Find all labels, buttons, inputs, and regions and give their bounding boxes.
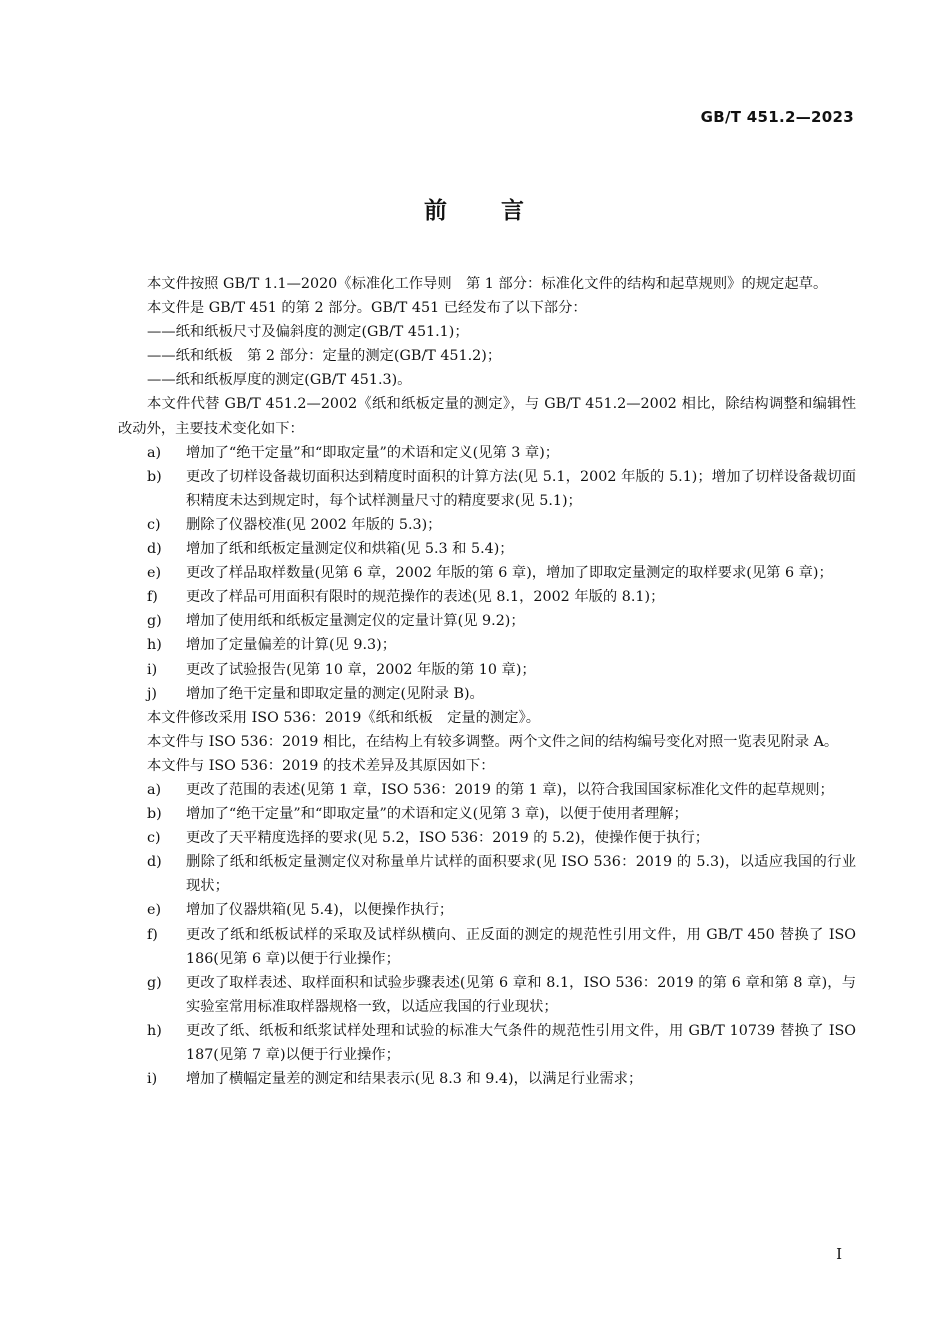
list-item: ——纸和纸板 第 2 部分：定量的测定(GB/T 451.2)； (147, 348, 502, 365)
paragraph-structure: 本文件与 ISO 536：2019 相比，在结构上有较多调整。两个文件之间的结构编号变化对照一览表见附录 A。 (147, 733, 839, 750)
list-item: a) 增加了“绝干定量”和“即取定量”的术语和定义(见第 3 章)； (147, 444, 560, 461)
list-item: h) 更改了纸、纸板和纸浆试样处理和试验的标准大气条件的规范性引用文件，用 GB/T 10739 替换了 ISO 187(见第 7 章)以便于行业操作； (147, 1022, 856, 1063)
paragraph-drafting-rules: 本文件按照 GB/T 1.1—2020《标准化工作导则 第 1 部分：标准化文件的结构和起草规则》的规定起草。 (147, 276, 828, 292)
list-item: d) 删除了纸和纸板定量测定仪对称量单片试样的面积要求(见 ISO 536：2019 的 5.3)，以适应我国的行业现状； (147, 854, 856, 895)
paragraph-iso-adoption: 本文件修改采用 ISO 536：2019《纸和纸板 定量的测定》。 (147, 709, 541, 726)
page-number: I (836, 1245, 842, 1263)
list-item: i) 更改了试验报告(见第 10 章，2002 年版的第 10 章)； (147, 661, 536, 678)
list-item: a) 更改了范围的表述(见第 1 章，ISO 536：2019 的第 1 章)，以符合我国国家标准化文件的起草规则； (147, 781, 834, 798)
title-char-2: 言 (501, 198, 526, 224)
list-item: f) 更改了纸和纸板试样的采取及试样纵横向、正反面的测定的规范性引用文件，用 GB/T 450 替换了 ISO 186(见第 6 章)以便于行业操作； (147, 926, 856, 967)
list-item: g) 更改了取样表述、取样面积和试验步骤表述(见第 6 章和 8.1，ISO 536：2019 的第 6 章和第 8 章)，与实验室常用标准取样器规格一致，以适应我国的行业现状； (147, 974, 856, 1015)
page-title (0, 192, 950, 225)
list-item: ——纸和纸板尺寸及偏斜度的测定(GB/T 451.1)； (147, 324, 469, 341)
list-item: f) 更改了样品可用面积有限时的规范操作的表述(见 8.1，2002 年版的 8.1)； (147, 589, 665, 606)
list-item: b) 更改了切样设备裁切面积达到精度时面积的计算方法(见 5.1，2002 年版的 5.1)；增加了切样设备裁切面积精度未达到规定时，每个试样测量尺寸的精度要求(见 5.1)； (147, 468, 856, 509)
standard-code: GB/T 451.2—2023 (700, 108, 854, 126)
list-item: i) 增加了横幅定量差的测定和结果表示(见 8.3 和 9.4)，以满足行业需求； (147, 1071, 643, 1088)
list-item: h) 增加了定量偏差的计算(见 9.3)； (147, 637, 396, 654)
list-item: c) 删除了仪器校准(见 2002 年版的 5.3)； (147, 516, 442, 533)
list-item: c) 更改了天平精度选择的要求(见 5.2，ISO 536：2019 的 5.2)，使操作便于执行； (147, 830, 710, 847)
list-item: e) 更改了样品取样数量(见第 6 章，2002 年版的第 6 章)，增加了即取定量测定的取样要求(见第 6 章)； (147, 565, 833, 582)
list-item: d) 增加了纸和纸板定量测定仪和烘箱(见 5.3 和 5.4)； (147, 541, 514, 558)
foreword-body (118, 272, 856, 1091)
paragraph-technical-differences: 本文件与 ISO 536：2019 的技术差异及其原因如下： (147, 757, 495, 774)
paragraph-replaces: 本文件代替 GB/T 451.2—2002《纸和纸板定量的测定》，与 GB/T 451.2—2002 相比，除结构调整和编辑性改动外，主要技术变化如下： (118, 396, 856, 437)
list-item: g) 增加了使用纸和纸板定量测定仪的定量计算(见 9.2)； (147, 613, 525, 630)
list-item: j) 增加了绝干定量和即取定量的测定(见附录 B)。 (147, 685, 484, 702)
title-char-1: 前 (424, 198, 449, 224)
paragraph-part-intro: 本文件是 GB/T 451 的第 2 部分。GB/T 451 已经发布了以下部分： (147, 300, 587, 317)
list-item: ——纸和纸板厚度的测定(GB/T 451.3)。 (147, 372, 412, 389)
list-item: e) 增加了仪器烘箱(见 5.4)，以便操作执行； (147, 902, 454, 919)
list-item: b) 增加了“绝干定量”和“即取定量”的术语和定义(见第 3 章)，以便于使用者理解； (147, 806, 688, 823)
